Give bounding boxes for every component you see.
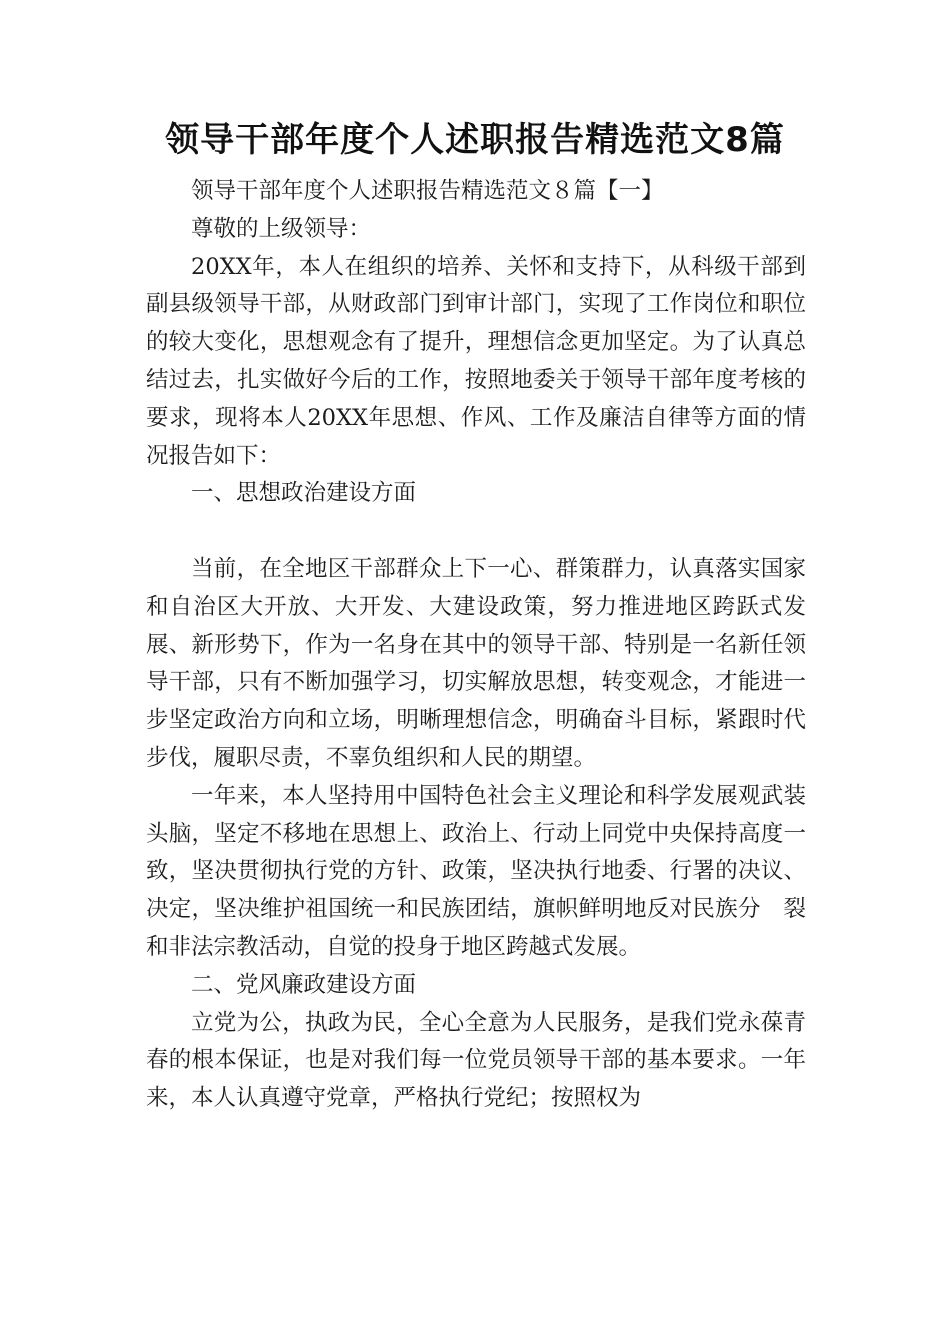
blank-line: [146, 513, 806, 551]
paragraph-current-situation: 当前，在全地区干部群众上下一心、群策群力，认真落实国家和自治区大开放、大开发、大建设政策，努力推进地区跨跃式发展、新形势下，作为一名身在其中的领导干部、特别是一名新任领导干部，只有不断加强学习，切实解放思想，转变观念，才能进一步坚定政治方向和立场，明晰理想信念，明确奋斗目标，紧跟时代步伐，履职尽责，不辜负组织和人民的期望。: [146, 555, 806, 771]
paragraph-party-service: 立党为公，执政为民，全心全意为人民服务，是我们党永葆青春的根本保证，也是对我们每一位党员领导干部的基本要求。一年来，本人认真遵守党章，严格执行党纪；按照权为: [146, 1009, 806, 1112]
section-heading-ideology: 一、思想政治建设方面: [191, 480, 417, 507]
section-heading-1: 领导干部年度个人述职报告精选范文８篇【一】: [191, 178, 664, 204]
salutation: 尊敬的上级领导：: [191, 215, 372, 242]
paragraph-past-year: 一年来，本人坚持用中国特色社会主义理论和科学发展观武装头脑，坚定不移地在思想上、政治上、行动上同党中央保持高度一致，坚决贯彻执行党的方针、政策，坚决执行地委、行署的决议、决定，坚决维护祖国统一和民族团结，旗帜鲜明地反对民族分 裂和非法宗教活动，自觉的投身于地区跨越式发展。: [146, 782, 806, 960]
paragraph-intro: 20XX年，本人在组织的培养、关怀和支持下，从科级干部到副县级领导干部，从财政部门到审计部门，实现了工作岗位和职位的较大变化，思想观念有了提升，理想信念更加坚定。为了认真总结过去，扎实做好今后的工作，按照地委关于领导干部年度考核的要求，现将本人20XX年思想、作风、工作及廉洁自律等方面的情况报告如下：: [146, 253, 806, 469]
document-title: 领导干部年度个人述职报告精选范文8篇: [165, 120, 785, 160]
section-heading-integrity: 二、党风廉政建设方面: [191, 971, 417, 998]
document-body: [146, 173, 806, 1118]
